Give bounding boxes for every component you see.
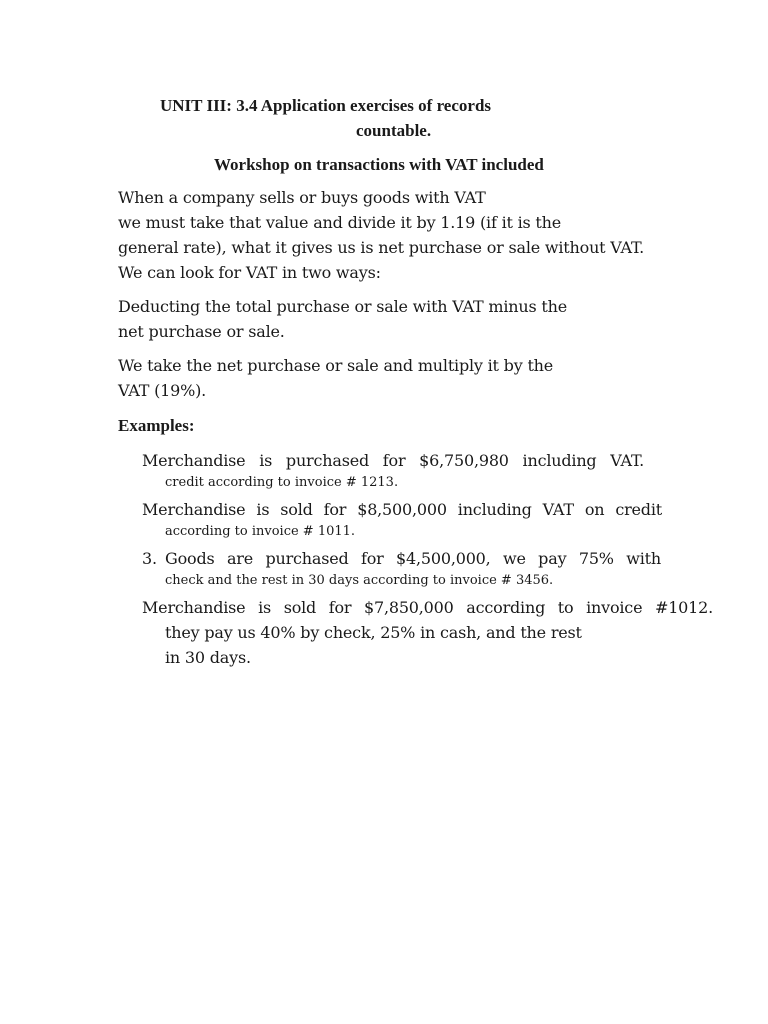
way-one-line-2: net purchase or sale.	[118, 322, 285, 341]
page-title: UNIT III: 3.4 Application exercises of records	[160, 96, 492, 115]
intro-line-3: general rate), what it gives us is net purchase or sale without VAT.	[118, 238, 645, 257]
example-4-line-2: they pay us 40% by check, 25% in cash, and the rest	[165, 623, 582, 642]
page-subtitle: Workshop on transactions with VAT included	[214, 155, 544, 174]
way-two-line-1: We take the net purchase or sale and multiply it by the	[118, 356, 554, 375]
way-one-line-1: Deducting the total purchase or sale with VAT minus the	[118, 297, 568, 316]
example-4-line-3: in 30 days.	[165, 648, 251, 667]
example-3-line-1: Goods are purchased for $4,500,000, we pay 75% with	[165, 549, 661, 568]
page-title-continued: countable.	[356, 121, 432, 140]
intro-line-2: we must take that value and divide it by 1.19 (if it is the	[118, 213, 562, 232]
way-two-line-2: VAT (19%).	[118, 381, 207, 400]
example-2-line-2: according to invoice # 1011.	[165, 524, 356, 539]
example-3-number: 3.	[142, 549, 157, 568]
example-3-line-2: check and the rest in 30 days according to invoice # 3456.	[165, 573, 554, 588]
example-2-line-1: Merchandise is sold for $8,500,000 including VAT on credit	[142, 500, 662, 519]
examples-heading: Examples:	[118, 416, 195, 435]
example-1-line-2: credit according to invoice # 1213.	[165, 475, 399, 490]
intro-line-1: When a company sells or buys goods with VAT	[118, 188, 486, 207]
example-1-line-1: Merchandise is purchased for $6,750,980 including VAT.	[142, 451, 644, 470]
example-4-line-1: Merchandise is sold for $7,850,000 according to invoice #1012.	[142, 598, 713, 617]
intro-line-4: We can look for VAT in two ways:	[118, 263, 381, 282]
